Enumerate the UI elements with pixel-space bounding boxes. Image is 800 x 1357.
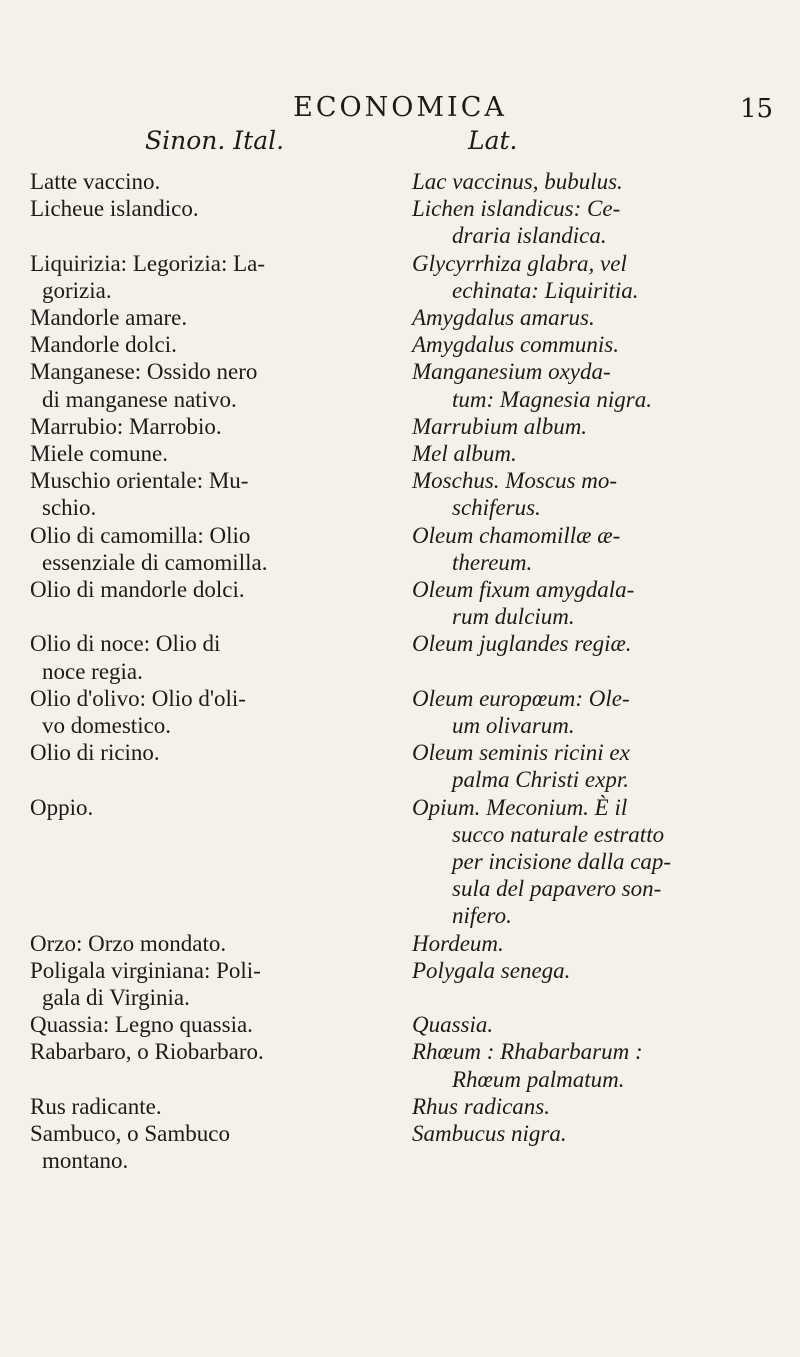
italian-line: noce regia. [42, 658, 143, 684]
italian-line: Poligala virginiana: Poli- [30, 957, 261, 983]
italian-line: Orzo: Orzo mondato. [30, 930, 227, 956]
left-column-heading: Sinon. Ital. [145, 126, 285, 155]
latin-line: palma Christi expr. [452, 767, 629, 793]
latin-line: Marrubium album. [412, 413, 588, 439]
italian-line: di manganese nativo. [42, 386, 237, 412]
latin-names-column [412, 168, 792, 1147]
italian-line [30, 603, 395, 630]
latin-line: Amygdalus communis. [412, 332, 619, 358]
italian-line: Mandorle dolci. [30, 332, 177, 358]
latin-line: Lac vaccinus, bubulus. [412, 169, 623, 194]
latin-line: Oleum seminis ricini ex [412, 740, 630, 766]
italian-line: essenziale di camomilla. [42, 549, 268, 575]
latin-line: Polygala senega. [412, 957, 571, 983]
latin-line: Manganesium oxyda- [412, 359, 611, 385]
italian-line: montano. [42, 1148, 129, 1174]
latin-line: Lichen islandicus: Ce- [412, 196, 621, 222]
latin-line: Quassia. [412, 1012, 494, 1038]
italian-line [30, 848, 395, 875]
latin-line: Sambucus nigra. [412, 1121, 567, 1147]
latin-line: echinata: Liquiritia. [452, 277, 639, 303]
italian-line: Olio di noce: Olio di [30, 631, 221, 657]
italian-line: gala di Virginia. [42, 984, 190, 1010]
italian-line: Miele comune. [30, 441, 168, 467]
latin-line [412, 984, 792, 1011]
italian-line [30, 821, 395, 848]
italian-line: Olio d'olivo: Olio d'oli- [30, 685, 246, 711]
latin-line: succo naturale estratto [452, 821, 665, 847]
italian-line: Sambuco, o Sambuco [30, 1120, 230, 1146]
latin-line: Glycyrrhiza glabra, vel [412, 250, 627, 276]
italian-line: Liquirizia: Legorizia: La- [30, 250, 265, 276]
italian-line: Manganese: Ossido nero [30, 359, 258, 385]
latin-line: Oleum fixum amygdala- [412, 577, 635, 603]
italian-line: Latte vaccino. [30, 169, 161, 194]
italian-line [30, 766, 395, 793]
italian-line: Oppio. [30, 794, 94, 820]
italian-line [30, 875, 395, 902]
latin-line: um olivarum. [452, 713, 575, 739]
italian-line: Licheue islandico. [30, 196, 199, 222]
right-column-heading: Lat. [468, 126, 518, 155]
italian-line: vo domestico. [42, 713, 172, 739]
italian-synonyms-column [30, 168, 395, 1174]
latin-line: rum dulcium. [452, 604, 575, 630]
latin-line [412, 658, 792, 685]
latin-line: Mel album. [412, 441, 517, 467]
latin-line: Rhus radicans. [412, 1093, 550, 1119]
italian-line: Olio di camomilla: Olio [30, 522, 251, 548]
page-number: 15 [740, 94, 774, 124]
latin-line: thereum. [452, 549, 533, 575]
latin-line: schiferus. [452, 495, 541, 521]
latin-line: Opium. Meconium. È il [412, 794, 628, 820]
italian-line: Rus radicante. [30, 1093, 162, 1119]
latin-line: draria islandica. [452, 223, 607, 249]
latin-line: Rhœum palmatum. [452, 1066, 625, 1092]
latin-line: sula del papavero son- [452, 876, 662, 902]
latin-line: Oleum chamomillæ æ- [412, 522, 621, 548]
italian-line: gorizia. [42, 277, 112, 303]
italian-line: Mandorle amare. [30, 305, 188, 330]
latin-line: Amygdalus amarus. [412, 305, 595, 331]
running-header: ECONOMICA [293, 92, 507, 123]
latin-line: nifero. [452, 903, 512, 929]
latin-line: Oleum europœum: Ole- [412, 685, 630, 711]
italian-line: Quassia: Legno quassia. [30, 1012, 253, 1038]
italian-line [30, 1066, 395, 1093]
italian-line [30, 222, 395, 249]
italian-line: Muschio orientale: Mu- [30, 468, 249, 494]
latin-line: Rhœum : Rhabarbarum : [412, 1039, 643, 1065]
latin-line: tum: Magnesia nigra. [452, 386, 652, 412]
italian-line: Marrubio: Marrobio. [30, 413, 222, 439]
italian-line: schio. [42, 495, 97, 521]
italian-line: Olio di ricino. [30, 740, 160, 766]
italian-line [30, 902, 395, 929]
latin-line: Moschus. Moscus mo- [412, 468, 618, 494]
italian-line: Olio di mandorle dolci. [30, 577, 245, 603]
latin-line: Hordeum. [412, 930, 504, 956]
latin-line: per incisione dalla cap- [452, 849, 672, 875]
latin-line: Oleum juglandes regiæ. [412, 631, 632, 657]
italian-line: Rabarbaro, o Riobarbaro. [30, 1039, 264, 1065]
